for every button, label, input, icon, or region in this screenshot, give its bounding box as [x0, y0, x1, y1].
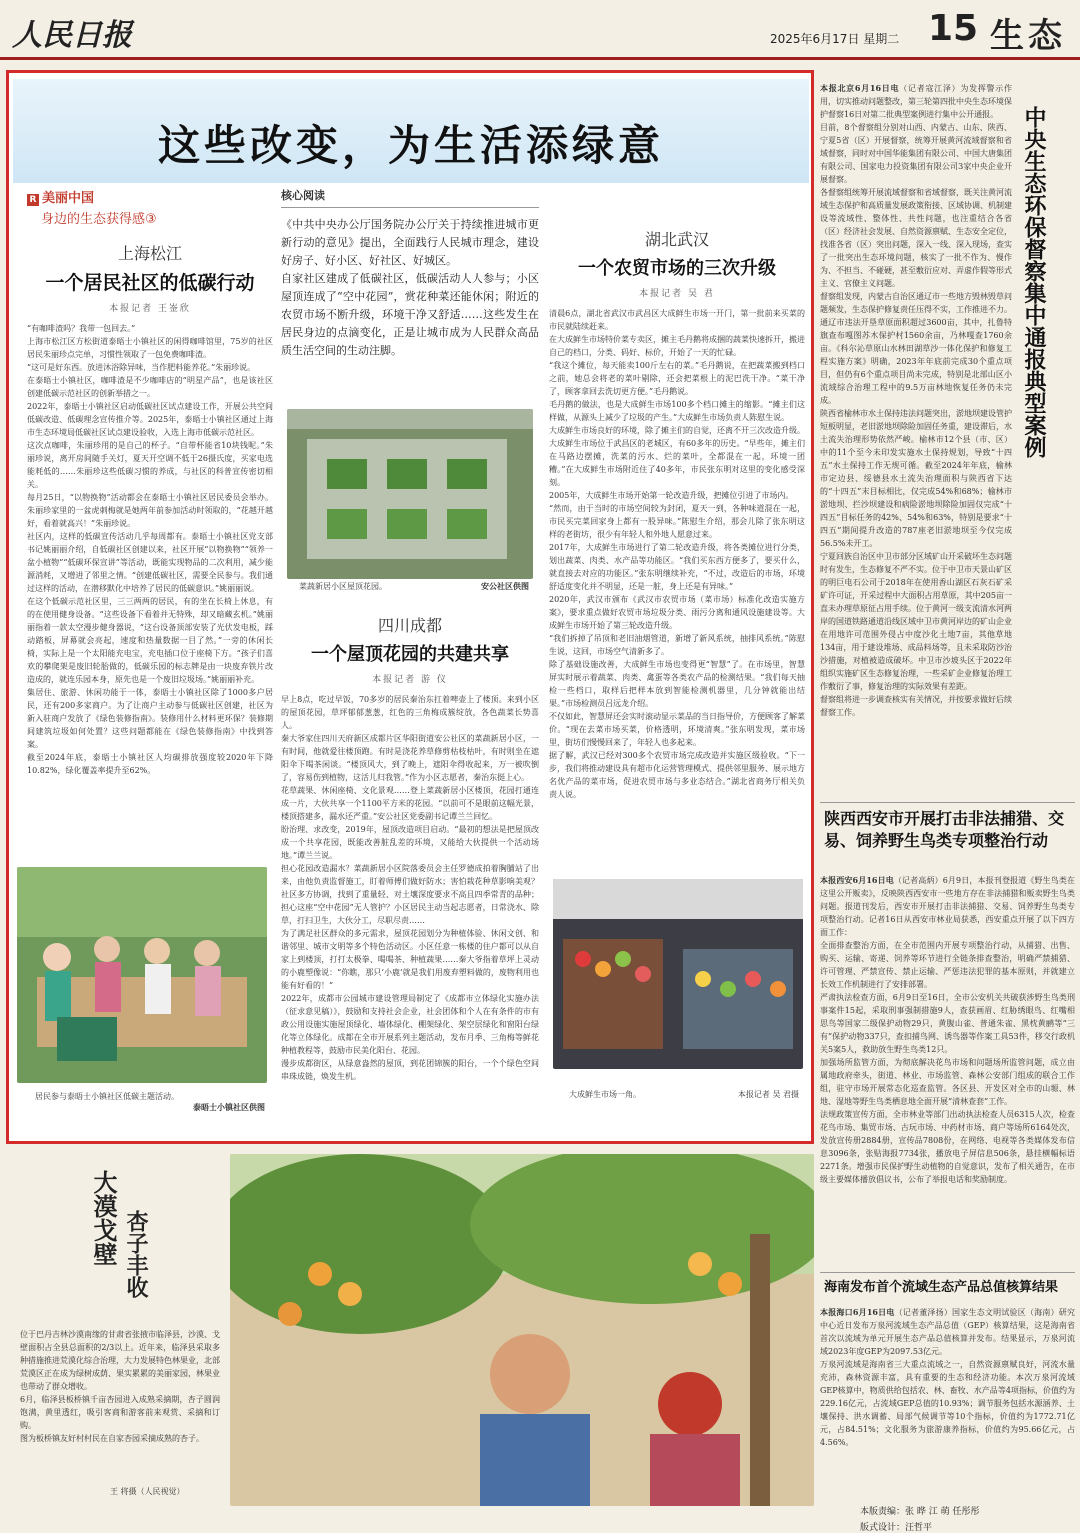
article-body: 早上8点，吃过早饭，70多岁的居民秦治东扛着啤壶上了楼顶。来到小区的屋顶花园，草坪郁郁葱葱，红色的三角梅成簇绽放，各色蔬菜长势喜人。 秦大爷家住四川天府新区成都片区华阳街道安公社区的菜蔬新居小区，一有时间，他就爱往楼顶跑。有时是浇花养草修剪枯枝枯叶，有时则坐在遮阳伞下喝茶闲谈。“楼顶风大，到了晚上，遮阳伞得收起来，万一被吹倒了，容易伤到植物，这活儿归我管。”作为小区志愿者，秦治东挺上心。 花草蔬果、休闲座椅、文化景观……登上菜蔬新居小区楼顶，花园打通连成一片，大伙共享一个1100平方米的花园。“以前可不是眼前这幅光景，楼顶搭建多，漏水还严重。”安公社区党委副书记谭兰兰回忆。 盼治理、求改变，2019年，屋顶改造项目启动。“最初的想法是把屋顶改成一个共享花园，既能改善脏乱差的环境，又能给大伙提供一个活动场地。”谭兰兰说。 担心花园改造漏水？菜蔬新居小区院落委员会主任罗德成拍着胸脯站了出来，由他负责监督施工，盯着师傅们做好防水；害怕栽花种草影响美观？社区多方协调，找到了重量轻、对土壤深度要求不高且四季常青的品种；担心这座“空中花园”无人管护？小区居民主动当起志愿者，日常浇水、除草，打扫卫生，大伙分工，尽职尽责…… 为了满足社区群众的多元需求，屋顶花园划分为种植体验、休闲文创、和谐邻里、城市文明等多个特色活动区。小区任意一栋楼的住户都可以从自家上到楼顶，打打太极拳、喝喝茶、种植蔬果……秦大爷指着草坪上灵动的小鹿塑像说：“你瞧，那只‘小鹿’就是我们用废弃塑料做的，废物利用也能有好看的！” 2022年，成都市公园城市建设管理局制定了《成都市立体绿化实施办法（征求意见稿）》，鼓励和支持社会企业，社会团体和个人在有条件的市有政公用设施实施屋顶绿化、墙体绿化、棚架绿化、架空层绿化和窗阳台绿化等立体绿化。成都在全市开展系列主题活动，发布月季、三角梅等鲜花种植教程等，鼓励市民美化阳台、花园。 漫步成都街区，从绿意盎然的屋顶，到花团锦簇的阳台，一个个绿色空间串珠成链，焕发生机。: [281, 695, 539, 1081]
news-xian-title: 陕西西安市开展打击非法捕猎、交易、饲养野生鸟类专项整治行动: [824, 809, 1065, 850]
feature-box: [6, 70, 814, 1144]
core-reading-header: 核心阅读: [281, 189, 325, 202]
article-title: 一个农贸市场的三次升级: [578, 258, 776, 279]
dateline: 本报海口6月16日电: [820, 1307, 895, 1317]
article-title: 一个屋顶花园的共建共享: [311, 644, 509, 665]
column-wuhan: [549, 227, 805, 931]
article-body: 清晨6点，湖北省武汉市武昌区大成鲜生市场一开门，第一批前来买菜的市民就陆续赶来。 在大成鲜生市场特价菜专卖区，摊主毛丹鹅将成捆的蔬菜快速拆开，搬进自己的档口，分类、码好、标价，开始了一天的忙碌。 “我这个摊位，每天能卖100斤左右的菜。”毛丹鹅说，在把蔬菜搬到档口之前，她总会将老的菜叶剔除，还会把菜根上的泥巴洗干净。“菜干净了，顾客拿回去洗切更方便。”毛丹鹅说。 毛丹鹅的做法，也是大成鲜生市场100多个档口摊主的缩影。“摊主们这样做，从源头上减少了垃圾的产生。”大成鲜生市场负责人陈慰生说。 大成鲜生市场良好的环境，除了摊主们的自觉，还离不开三次改造升级。 大成鲜生市场位于武昌区的老城区，有60多年的历史。“早些年，摊主们在马路边摆摊，洗菜的污水、烂的菜叶，全都混在一起，环境一团糟。”在大成鲜生市场附近住了40多年，市民张东明对这里的变化感受深刻。 2005年，大成鲜生市场开始第一轮改造升级，把摊位引进了市场内。 “然而，由于当时的市场空间较为封闭，夏天一到，各种味道混在一起，市民买完菜回家身上都有一股异味。”陈慰生介绍，那会儿除了张东明这样的老街坊，很少有年轻人和外地人愿意过来。 2017年，大成鲜生市场进行了第二轮改造升级，将各类摊位进行分类，划出蔬菜、肉类、水产品等功能区。“我们买东西方便多了，要买什么，就直接去对应的功能区。”张东明继续补充，“不过，改造后的市场，环境舒适度变化并不明显，还是一脏，身上还是有异味。” 2020年，武汉市颁布《武汉市农贸市场（菜市场）标准化改造实施方案》，要求重点做好农贸市场垃圾分类、雨污分离和通风设施建设等。大成鲜生市场开始了第三轮改造升级。 “我们拆掉了吊顶和老旧油烟管道，新增了新风系统，抽排风系统。”陈慰生说，这回，市场空气清新多了。 除了基础设施改善，大成鲜生市场也变得更“智慧”了。在市场里，智慧屏实时展示着蔬菜、肉类、禽蛋等各类农产品的检测结果。“我们每天抽检一些档口，取样后把样本放到智能检测机器里，几分钟就能出结果。”市场检测员吕远龙介绍。 不仅如此，智慧屏还会实时滚动显示菜品的当日指导价，方便顾客了解菜价。“现在去菜市场买菜，价格透明，环境清爽。”张东明发现，菜市场里，街坊们慢慢回来了，年轻人也多起来。 据了解，武汉已经对300多个农贸市场完成改造并实施区级验收。“下一步，我们将推动建设具有超市化运营管理模式、提供邻里服务、展示地方名优产品的菜市场，促进农贸市场与多业态结合。”湖北省商务厅相关负责人说。: [549, 309, 805, 799]
photo-apricot-harvest: [230, 1154, 814, 1506]
feature-banner: [13, 79, 809, 183]
article-byline: 本报记者 游 仪: [372, 675, 448, 685]
article-text: （记者寇江泽）为发挥警示作用，切实推动问题整改，第三轮第四批中央生态环境保护督察16日对第二批典型案例进行集中公开通报。 目前，8个督察组分别对山西、内蒙古、山东、陕西、宁夏5省（区）开展督察，统筹开展黄河流域督察和省域督察，同时对中国华能集团有限公司、中国大唐集团有限公司、国家电力投资集团有限公司3家中央企业开展督察。 各督察组统筹开展流域督察和省域督察，既关注黄河流域生态保护和高质量发展政策衔接、区域协调、机制建设等流域性、整体性、共性问题，也注重结合各省（区）经济社会发展、自然资源禀赋、生态安全定位，找准各省（区）突出问题，深入一线、深入现场，查实了一批突出生态环境问题，核实了一批不作为、慢作为、不担当、不碰硬，甚至敷衍应对、弄虚作假等形式主义、官僚主义问题。 督察组发现，内蒙古自治区通辽市一些地方毁林毁草问题频发，生态保护修复责任压得不实，工作推进不力。通辽市违法开垦草原面积超过3600亩，其中，扎鲁特旗查布嘎图苏木保护村1560余亩，乃林嘎查1760余亩。《科尔沁草原山水林田湖草沙一体化保护和修复工程实施方案》明确，2023年年底前完成30个重点项目，但仍有6个重点项目尚未完成，特别是北部山区小流域综合治理工程中的9.5万亩林地恢复任务仍未完成。 陕西省榆林市水土保持违法问题突出，淤地坝建设管护短板明显，老旧淤地坝除险加固任务重，建设滞后，水土流失治理形势依然严峻。榆林市12个县（市、区）中的11个至今未印发实施水土保持规划，导致“十四五”水土保持工作无规可循。截至2024年年底，榆林市定边县、绥德县水土流失治理面积与陕西省下达的“十四五”末目标相比，仅完成54%和68%；榆林市淤地坝、拦沙坝建设和病险淤地坝除险加固仅完成“十四五”目标任务的42%、54%和63%，特别是要求“十四五”期间提升改造的787座老旧淤地坝至今仅完成56.5%未开工。 宁夏回族自治区中卫市部分区域矿山开采破坏生态问题时有发生，生态修复不严不实。位于中卫市天景山矿区的明巨电石公司于2018年在使用香山湖区石灰石矿采矿许可证，开采过程中大面积占用草原，其中205亩一直未办理草原征占用手续。位于黄河一级支流清水河两岸的国道铁路通道沿线区域中卫市黄河岸边的矿山企业在用地许可范围外侵占中度沙化土地7亩，其他草地134亩，用于建设堆场、成品料场等，且未采取防沙治沙措施，对植被造成破坏。中卫市沙坡头区于2022年组织实施矿区生态修复治理，一些采矿企业修复治理工作敷衍了事，修复治理的实际效果有差距。 督察组将进一步调查核实有关情况，并按要求做好后续督察工作。: [820, 84, 1012, 717]
rooftop-garden-image: [287, 409, 533, 579]
article-body: “有咖啡渣吗？我带一包回去。” 上海市松江区方松街道泰晤士小镇社区的闲得咖啡馆里，75岁的社区居民朱丽珍点完单，习惯性领取了一包免费咖啡渣。 “这可是好东西。放进沐浴除异味，当作肥料能养花。”朱丽珍说。 在泰晤士小镇社区，咖啡渣是不少咖啡店的“明星产品”，也是该社区创建低碳示范社区的创新举措之一。 2022年，泰晤士小镇社区启动低碳社区试点建设工作，开展公共空间低碳改造、低碳理念宣传推介等。2025年，泰晤士小镇社区通过上海市生态环境局低碳社区试点建设验收，入选上海市低碳示范社区。 这次点咖啡，朱丽珍用的是自己的杯子。“自带杯能省10块钱呢。”朱丽珍说，离开房间随手关灯，夏天开空调不低于26摄氏度，买家电选能耗低的……朱丽珍这些低碳习惯的养成，与社区的科普宣传密切相关。 每月25日，“以物换物”活动都会在泰晤士小镇社区居民委员会举办。朱丽珍家里的一盆虎刺梅就是她两年前参加活动时领取的，“花越开越好，看着就高兴！”朱丽珍说。 社区内，这样的低碳宣传活动几乎每周都有。泰晤士小镇社区党支部书记姚丽丽介绍，自低碳社区创建以来，社区开展“以物换物”“领养一盆小植物”“低碳环保宣讲”等活动，既能实现物品的二次利用，减少能源消耗，又增进了邻里之情。“创建低碳社区，需要全民参与。我们通过这样的活动，在潜移默化中培养了居民的低碳意识。”姚丽丽说。 在这个低碳示范社区里，三三两两的居民，有的坐在长椅上休息，有的在使用健身设备。“这些设备下看着并无特殊，却又暗藏玄机。”姚丽丽指着一款太空漫步健身器说，“这台设备顶部安装了光伏发电板，踩动踏板，屏幕就会亮起，速度和热量数据一目了然。”一旁的休闲长椅，实际上是一个太阳能充电宝，充电插口位于座椅下方。“孩子们喜欢的攀爬架是废旧轮胎做的，低碳乐园的标志牌是由一块废弃铁片改造成的，就连乐园本身，原先也是一个废旧垃圾场。”姚丽丽补充。 集居住、旅游、休闲功能于一体，泰晤士小镇社区除了1000多户居民，还有200多家商户。为了让商户主动参与低碳社区创建，社区为新入驻商户发放了《绿色装修指南》。装修用什么材料更环保？装修期间建筑垃圾如何处置？这些问题都能在《绿色装修指南》中找到答案。 截至2024年底，泰晤士小镇社区人均碳排放强度较2020年下降10.82%，绿化覆盖率提升至62%。: [27, 324, 273, 775]
community-event-image: [17, 867, 267, 1083]
article-place: 湖北武汉: [644, 230, 709, 249]
series-tag: 美丽中国: [42, 191, 95, 206]
dateline: 本报北京6月16日电: [820, 83, 900, 93]
right-column: [820, 70, 1075, 1533]
news-hainan-title: 海南发布首个流域生态产品总值核算结果: [824, 1280, 1059, 1295]
footer-editors: 本版责编：张 晔 江 萌 任彤彤: [860, 1507, 980, 1517]
photo-community-event: [17, 867, 267, 1083]
masthead: [0, 0, 1080, 60]
news-xian-body: [820, 874, 1075, 1270]
dateline: 本报西安6月16日电: [820, 875, 894, 885]
section-name: 生态: [990, 16, 1066, 56]
core-reading-text: 《中共中央办公厅国务院办公厅关于持续推进城市更新行动的意见》提出，全面践行人民城市理念，建设好房子、好小区、好社区、好城区。 自家社区建成了低碳社区，低碳活动人人参与；小区屋顶连成了“空中花园”，赏花种菜还能休闲；附近的农贸市场不断升级，环境干净又舒适……这些发生在居民身边的点滴变化，正是让城市成为人民群众高品质生活空间的生动注脚。: [281, 218, 539, 357]
article-byline: 本报记者 吴 君: [639, 289, 715, 299]
article-place: 四川成都: [377, 616, 442, 635]
news-inspection-title: 中央生态环保督察集中通报典型案例: [1021, 106, 1046, 458]
footer-designer: 版式设计：汪哲平: [860, 1523, 933, 1533]
apricot-title-a: 大漠戈壁: [89, 1170, 117, 1266]
photo-caption: 菜蔬新居小区屋顶花园。: [299, 582, 387, 591]
photo-rooftop-garden: [287, 409, 533, 579]
page-number: 15: [928, 8, 979, 49]
newspaper-logo: 人民日报: [12, 18, 132, 53]
apricot-title-b: 杏子丰收: [123, 1210, 148, 1298]
issue-date: 2025年6月17日 星期二: [770, 32, 900, 46]
photo-credit: 安公社区供图: [481, 581, 529, 591]
article-byline: 本报记者 王崟欣: [109, 304, 191, 314]
series-subtitle: 身边的生态获得感③: [41, 212, 157, 227]
photo-caption: 大成鲜生市场一角。: [569, 1090, 641, 1099]
column-chengdu: [281, 187, 539, 406]
series-logo-icon: R: [27, 194, 39, 206]
news-hainan-body: [820, 1306, 1075, 1494]
article-place: 上海松江: [117, 244, 182, 263]
feature-headline: 这些改变，为生活添绿意: [157, 121, 664, 170]
news-inspection-body: [820, 82, 1012, 766]
column-songjiang: [27, 187, 273, 816]
apricot-body: 位于巴丹吉林沙漠南缘的甘肃省张掖市临泽县，沙漠、戈壁面积占全县总面积的2/3以上。近年来，临泽县采取多种措施推进荒漠化综合治理，大力发展特色林果业，北部荒漠区正在成为绿树成荫、果实累累的美丽家园，林果业也带动了群众增收。 6月，临泽县板桥镇千亩杏园进入成熟采摘期，杏子圆润饱满，黄里透红，吸引客商和游客前来观赏、采摘和订购。 图为板桥镇友好村村民在自家杏园采摘成熟的杏子。: [20, 1330, 220, 1443]
photo-caption: 居民参与泰晤士小镇社区低碳主题活动。: [35, 1092, 179, 1101]
apricot-harvest-image: [230, 1154, 814, 1506]
market-image: [553, 879, 803, 1069]
apricot-credit: 王 将摄（人民视觉）: [110, 1487, 185, 1496]
article-text: （记者董泽扬）国家生态文明试验区（海南）研究中心近日发布万泉河流域生态产品总值（GEP）核算结果，这是海南省首次以流域为单元开展生态产品总值核算并发布。结果显示，万泉河流域2023年度GEP为2097.53亿元。 万泉河流域是海南省三大重点流域之一，自然资源禀赋良好，河流水量充沛，森林资源丰富，具有重要的生态和经济功能。本次万泉河流域GEP核算中，物质供给包括农、林、畜牧、水产品等4项指标，价值约为229.16亿元，占流域GEP总值的10.93%；调节服务包括水源涵养、土壤保持、洪水调蓄、局部气候调节等10个指标，价值约为1772.71亿元，占84.51%；文化服务为旅游康养指标，价值约为95.66亿元，占4.56%。: [820, 1308, 1075, 1447]
photo-credit: 本报记者 吴 君摄: [737, 1090, 799, 1099]
article-title: 一个居民社区的低碳行动: [45, 272, 255, 294]
photo-credit: 泰晤士小镇社区供图: [193, 1102, 265, 1112]
article-text: （记者高炳）6月9日，本报刊登报道《野生鸟类在这里公开贩卖》，反映陕西西安市一些地方存在非法捕猎和贩卖野生鸟类问题。报道刊发后，西安市开展打击非法捕猎、交易、饲养野生鸟类专项整治行动。记者16日从西安市林业局获悉，西安重点开展了以下四方面工作： 全面排查整治方面，在全市范围内开展专项整治行动，从捕猎、出售、购买、运输、寄递、饲养等环节进行全链条排查整治，明确严禁捕猎、许可管理、严禁宣传、禁止运输、严惩违法犯罪的基本原则，并就建立长效工作机制进行了安排部署。 严肃执法检查方面，6月9日至16日，全市公安机关共破获涉野生鸟类刑事案件15起，采取刑事强制措施9人，查获画眉、红胁绣眼鸟、红嘴相思鸟等国家二级保护动物29只，黄腹山雀、普通朱雀、黑枕黄鹂等“三有”保护动物337只，查扣捕鸟网、诱鸟器等作案工具53件，移交行政机关5案5人，救助放生野生鸟类12只。 加强场所监管方面，为彻底解决花鸟市场和问题场所监管问题，成立由属地政府牵头，街道、林业、市场监管、森林公安部门组成的联合工作组，驻守市场开展常态化巡查监管。各区县、开发区对全市的山塬、林地、湿地等野生鸟类栖息地全面开展“清林查套”工作。 法规政策宣传方面，全市林业等部门出动执法检查人员6315人次，检查花鸟市场、集贸市场、古玩市场、中药材市场、商户等场所6164处次，发放宣传册2884册，宣传品7808份，在网络、电视等各类媒体发布信息3096条，张贴海报7734张，播放电子屏信息506条，悬挂横幅标语2271条。增强市民保护野生动植物的自觉意识，发布了相关通告，在市级主要媒体播放倡议书，公布了举报电话和奖励制度。: [820, 876, 1075, 1184]
photo-market: [553, 879, 803, 1069]
